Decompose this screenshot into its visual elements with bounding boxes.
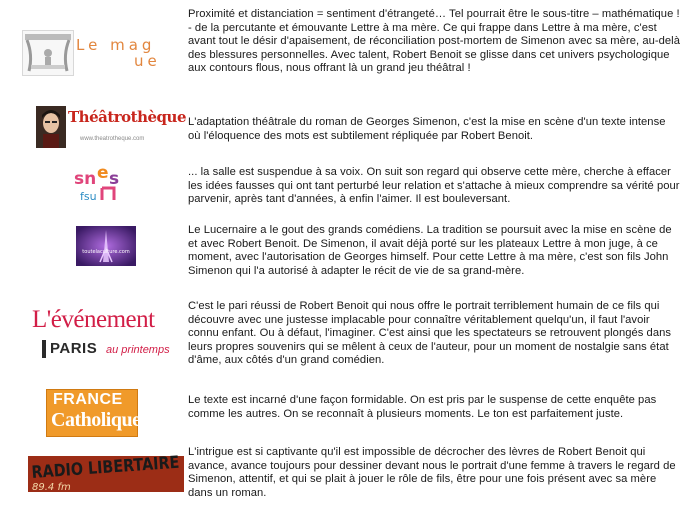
lemag-logo xyxy=(22,30,172,76)
toutelaculture-logo xyxy=(76,226,136,266)
review-lucernaire: Le Lucernaire a le gout des grands comédiens. La tradition se poursuit avec la mise en scène de et avec Robert Benoit. De Simenon, il avait déjà porté sur les plateaux Lettre à mon juge, à ce moment, avec l'autorisation de Georges himself. Pour cette Lettre à ma mère, c'est son fils John Simenon qui l'a autorisé à adapter le récit de vie de sa grand-mère. xyxy=(188,224,672,277)
portrait-icon xyxy=(36,106,66,148)
svg-text:sn: sn xyxy=(74,169,97,189)
evenement-season: au printemps xyxy=(106,344,170,356)
snes-fsu-logo xyxy=(72,164,132,204)
evenement-logo xyxy=(30,306,190,366)
review-evenement: C'est le pari réussi de Robert Benoit qui nous offre le portrait terriblement humain de ce fils qui découvre avec une justesse implacable pour connaître véritablement quelqu'un, il faut l'avoir connu enfant. Ou à défaut, l'imaginer. C'est ainsi que les spectateurs se retrouvent plongés dans leurs propres souvenirs qui se mêlent à ceux de l'auteur, pour un moment de nostalgie sans état d'âme, aux côtés d'un grand comédien. xyxy=(188,300,672,367)
fc-france-text: FRANCE xyxy=(53,391,123,408)
review-france-catholique: Le texte est incarné d'une façon formidable. On est pris par le suspense de cette enquête pas comme les autres. On se reconnaît à plusieurs moments. Le ton est parfaitement juste. xyxy=(188,394,657,420)
review-radio-libertaire: L'intrigue est si captivante qu'il est impossible de décrocher des lèvres de Robert Benoit qui avance, avance toujours pour dessiner devant nous le portrait d'une femme à travers le regard de Simenon, attentif, et qui se plait à jouer le rôle de fils, être pour une fois présent avec sa mère dans un roman. xyxy=(188,446,676,499)
theatrotheque-wordmark: Théâtrothèque xyxy=(68,108,186,126)
theatrotheque-url: www.theatrotheque.com xyxy=(80,136,145,142)
review-lemag: Proximité et distanciation = sentiment d'étrangeté… Tel pourrait être le sous-titre – mathématique ! - de la percutante et émouvante Lettre à ma mère. Ce qui frappe dans Lettre à ma mère, c'est avant tout le désir d'apaisement, de réconciliation post-mortem de Simenon avec sa mère, au-delà des blessures personnelles. Avec talent, Robert Benoit se glisse dans cet univers psychologique aux contours flous, nous offrant là un grand jeu théâtral ! xyxy=(188,8,680,75)
radio-libertaire-wordmark: RADIO LIBERTAIRE xyxy=(30,450,208,483)
svg-text:e: e xyxy=(97,163,109,183)
radio-libertaire-frequency: 89.4 fm xyxy=(32,482,71,493)
lemag-wordmark-2: ue xyxy=(134,52,161,70)
review-theatrotheque: L'adaptation théâtrale du roman de Georges Simenon, c'est la mise en scène d'un texte intense où l'éloquence des mots est subtilement répliquée par Robert Benoit. xyxy=(188,116,666,142)
lemag-wordmark: Le mag xyxy=(76,36,156,54)
evenement-bar xyxy=(42,340,46,358)
fc-catholique-text: Catholique xyxy=(51,409,141,431)
evenement-city: PARIS xyxy=(50,340,98,357)
svg-text:fsu: fsu xyxy=(80,190,97,203)
radio-libertaire-logo xyxy=(28,450,208,493)
theatrotheque-logo xyxy=(36,102,186,152)
stage-illustration xyxy=(22,30,74,76)
france-catholique-logo xyxy=(46,389,141,437)
review-snes: ... la salle est suspendue à sa voix. On suit son regard qui observe cette mère, cherche à effacer les idées fausses qui ont tant perturbé leur relation et s'attache à mieux comprendre sa vérité pour parvenir, après tant d'années, à enfin l'aimer. Il est bouleversant. xyxy=(188,166,680,206)
toutelaculture-wordmark: toutelaculture.com xyxy=(82,249,130,255)
evenement-wordmark: L'événement xyxy=(32,306,155,333)
svg-text:s: s xyxy=(109,169,120,189)
